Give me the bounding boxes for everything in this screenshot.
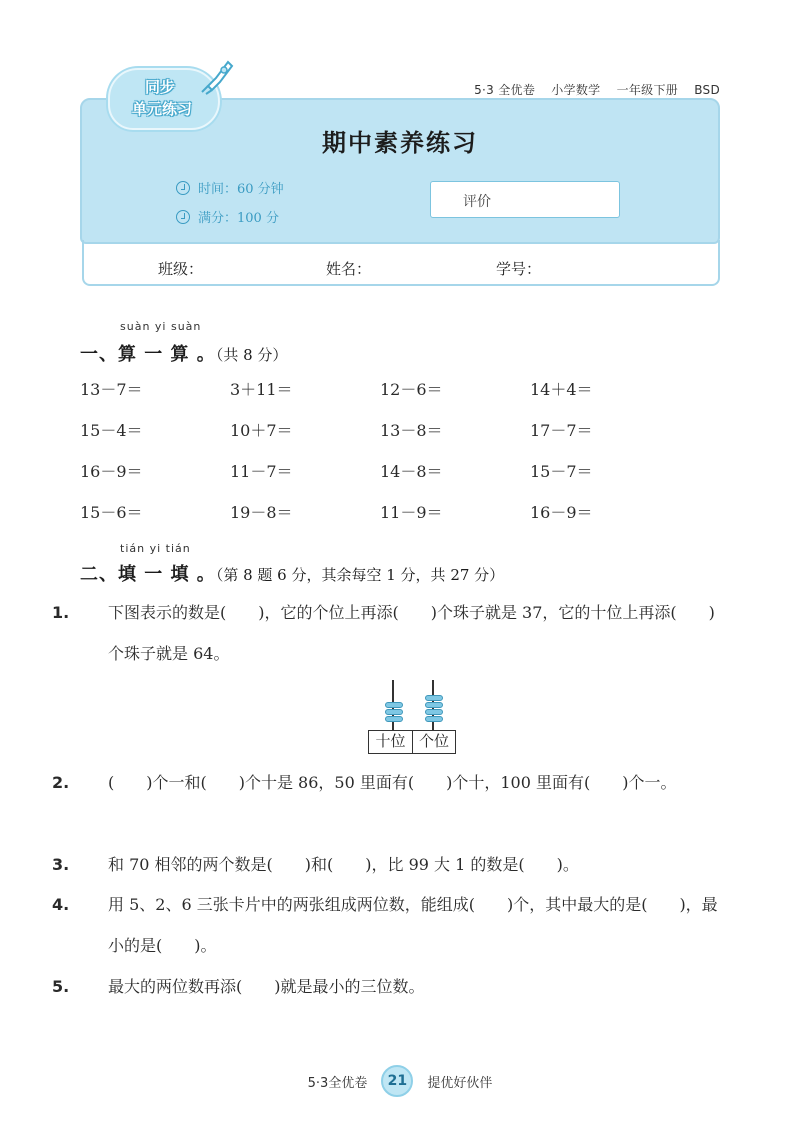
calc-problem: 13－7＝ <box>80 380 143 399</box>
time-text: 时间：60 分钟 <box>198 182 284 197</box>
question-number: 4. <box>52 895 70 914</box>
calc-problem: 14－8＝ <box>380 462 443 481</box>
evaluation-box[interactable] <box>430 181 620 218</box>
calc-problem: 19－8＝ <box>230 503 293 522</box>
abacus-bead <box>385 716 403 722</box>
class-field[interactable]: 班级： <box>158 260 204 278</box>
question-number: 5. <box>52 977 70 996</box>
question-number: 1. <box>52 603 70 622</box>
abacus-bead <box>425 709 443 715</box>
calc-problem: 15－6＝ <box>80 503 143 522</box>
abacus-bead <box>425 702 443 708</box>
series-brand: 5·3 全优卷 <box>474 83 536 97</box>
footer-brand: 5·3全优卷 <box>307 1075 368 1091</box>
section2-note: （第 8 题 6 分，其余每空 1 分，共 27 分） <box>215 566 505 584</box>
page-number: 21 <box>381 1065 413 1097</box>
calc-problem: 15－7＝ <box>530 462 593 481</box>
badge-line-2: 单元练习 <box>131 100 192 118</box>
abacus-bead <box>425 716 443 722</box>
check-icon <box>176 210 190 224</box>
score-text: 满分：100 分 <box>198 211 279 226</box>
calc-problem: 10＋7＝ <box>230 421 293 440</box>
time-limit <box>176 178 284 197</box>
section1-title: 一、算 一 算 。 <box>80 344 216 365</box>
calc-problem: 15－4＝ <box>80 421 143 440</box>
series-grade: 一年级下册 <box>616 83 679 97</box>
series-info <box>474 81 720 98</box>
question-5 <box>52 966 720 1007</box>
calc-problem: 14＋4＝ <box>530 380 593 399</box>
rocket-icon <box>198 56 238 96</box>
section2-heading <box>80 560 504 586</box>
calc-problem: 11－9＝ <box>380 503 443 522</box>
abacus-bead <box>385 702 403 708</box>
calc-grid <box>80 378 640 524</box>
calc-problem: 12－6＝ <box>380 380 443 399</box>
section2-pinyin: tián yi tián <box>120 542 191 555</box>
series-subject: 小学数学 <box>551 83 601 97</box>
clock-icon <box>176 181 190 195</box>
question-3 <box>52 844 720 885</box>
evaluation-label: 评价 <box>463 194 491 210</box>
footer-slogan: 提优好伙伴 <box>427 1075 493 1091</box>
page-title: 期中素养练习 <box>322 129 478 157</box>
question-4 <box>52 884 720 966</box>
tens-label: 十位 <box>375 732 406 750</box>
badge-line-1: 同步 <box>144 78 175 96</box>
question-number: 3. <box>52 855 70 874</box>
section2-title: 二、填 一 填 。 <box>80 564 216 585</box>
question-text: ( )个一和( )个十是 86，50 里面有( )个十，100 里面有( )个一。 <box>108 773 677 792</box>
abacus-bead <box>385 709 403 715</box>
question-1 <box>52 592 720 674</box>
page-footer <box>0 1065 800 1097</box>
calc-problem: 16－9＝ <box>80 462 143 481</box>
full-score <box>176 207 279 226</box>
abacus-bead <box>425 695 443 701</box>
calc-problem: 17－7＝ <box>530 421 593 440</box>
question-text: 用 5、2、6 三张卡片中的两张组成两位数，能组成( )个，其中最大的是( )，最小的是( )。 <box>108 895 718 955</box>
calc-problem: 3＋11＝ <box>230 380 293 399</box>
calc-problem: 16－9＝ <box>530 503 593 522</box>
series-edition: BSD <box>694 83 720 97</box>
question-number: 2. <box>52 773 70 792</box>
name-field[interactable]: 姓名： <box>326 260 372 278</box>
abacus-base <box>368 730 456 754</box>
section1-heading <box>80 340 287 366</box>
calc-problem: 13－8＝ <box>380 421 443 440</box>
abacus-diagram <box>368 678 462 758</box>
section1-note: （共 8 分） <box>215 346 288 364</box>
question-2 <box>52 762 720 803</box>
unit-badge <box>104 56 228 128</box>
calc-problem: 11－7＝ <box>230 462 293 481</box>
question-text: 最大的两位数再添( )就是最小的三位数。 <box>108 977 425 996</box>
question-text: 和 70 相邻的两个数是( )和( )，比 99 大 1 的数是( )。 <box>108 855 579 874</box>
ones-label: 个位 <box>412 731 455 753</box>
question-text: 下图表示的数是( )，它的个位上再添( )个珠子就是 37，它的十位上再添( )个珠子就是 64。 <box>108 603 715 663</box>
student-id-field[interactable]: 学号： <box>496 260 542 278</box>
section1-pinyin: suàn yi suàn <box>120 320 202 333</box>
